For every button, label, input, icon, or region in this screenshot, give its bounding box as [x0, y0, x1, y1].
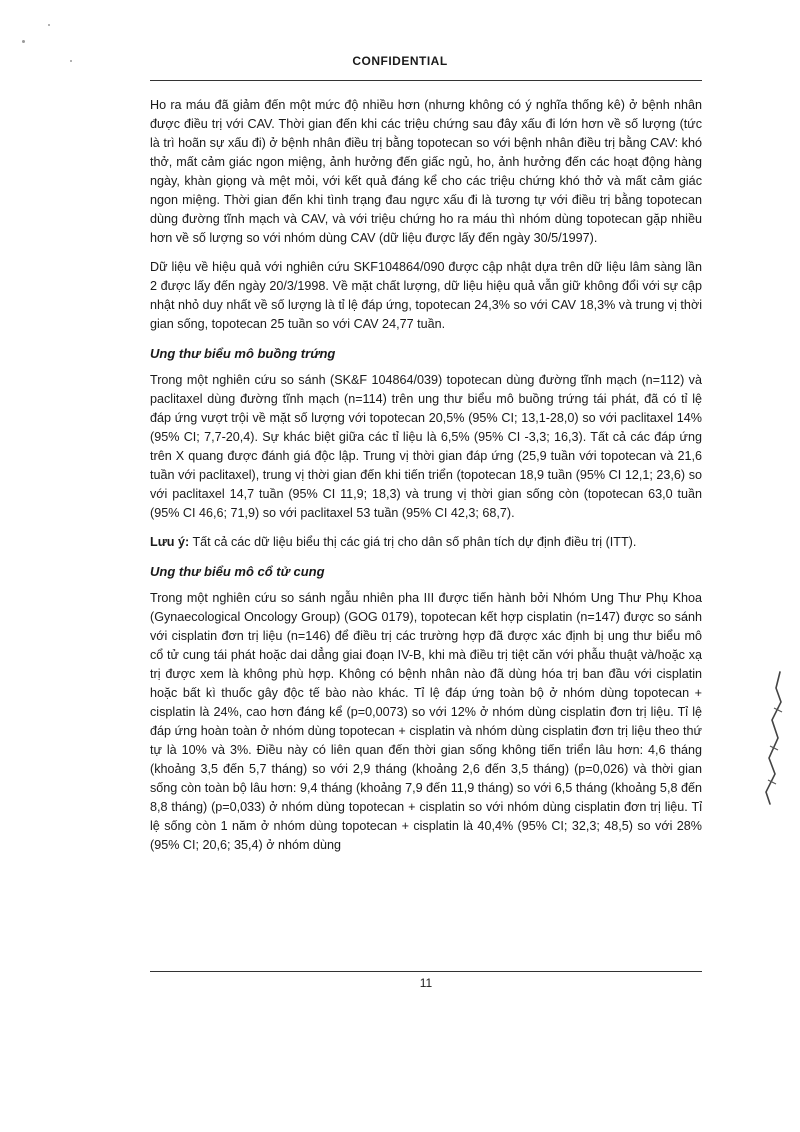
confidential-header: CONFIDENTIAL	[352, 54, 448, 68]
paragraph-efficacy-update: Dữ liệu về hiệu quả với nghiên cứu SKF104864/090 được cập nhật dựa trên dữ liệu lâm sàng lần 2 được lấy đến ngày 20/3/1998. Về mặt chất lượng, dữ liệu hiệu quả vẫn giữ không đổi với sự cập nhật nhỏ duy nhất về số lượng là tỉ lệ đáp ứng, topotecan 24,3% so với CAV 18,3% và trung vị thời gian sống, topotecan 25 tuần so với CAV 24,77 tuần.	[150, 260, 702, 331]
note	[150, 533, 702, 552]
body-text	[150, 96, 702, 865]
paragraph-ovarian-study: Trong một nghiên cứu so sánh (SK&F 104864/039) topotecan dùng đường tĩnh mạch (n=112) và paclitaxel dùng đường tĩnh mạch (n=114) trên ung thư biểu mô buồng trứng tái phát, đã có tỉ lệ đáp ứng vượt trội về mặt số lượng với topotecan 20,5% (95% CI; 13,1-28,0) so với paclitaxel 14% (95% CI; 7,7-20,4). Sự khác biệt giữa các tỉ liệu là 6,5% (95% CI -3,3; 16,3). Tất cả các đáp ứng trên X quang được đánh giá độc lập. Trung vị thời gian đáp ứng (25,9 tuần với topotecan và 21,6 tuần với paclitaxel), trung vị thời gian đến khi tiến triển (topotecan 18,9 tuần (95% CI 12,1; 23,6) so với paclitaxel 14,7 tuần (95% CI 11,9; 18,3) và trung vị thời gian sống còn (topotecan 63,0 tuần (95% CI 46,6; 71,9) so với paclitaxel 53 tuần (95% CI 42,3; 68,7).	[150, 373, 702, 520]
footer-rule	[150, 971, 702, 972]
page-number: 11	[419, 976, 433, 990]
note-label: Lưu ý:	[150, 535, 190, 549]
heading-cervical-cancer: Ung thư biểu mô cổ tử cung	[150, 564, 325, 579]
header-rule	[150, 80, 702, 81]
handwritten-margin-mark	[758, 668, 788, 808]
paragraph-cervical-study: Trong một nghiên cứu so sánh ngẫu nhiên pha III được tiến hành bởi Nhóm Ung Thư Phụ Khoa (Gynaecological Oncology Group) (GOG 0179), topotecan kết hợp cisplatin (n=147) được so sánh với cisplatin đơn trị liệu (n=146) để điều trị các trường hợp đã được xác định bị ung thư biểu mô cổ tử cung tái phát hoặc dai dẳng giai đoạn IV-B, khi mà điều trị tiệt căn với phẫu thuật và/hoặc xạ trị được xem là không phù hợp. Không có bệnh nhân nào đã dùng hóa trị ban đầu với cisplatin hoặc bất kì thuốc gây độc tế bào nào khác. Tỉ lệ đáp ứng toàn bộ ở nhóm dùng topotecan + cisplatin là 24%, cao hơn đáng kể (p=0,0073) so với 12% ở nhóm dùng cisplatin đơn trị liệu. Tỉ lệ đáp ứng hoàn toàn ở nhóm dùng topotecan + cisplatin và nhóm dùng cisplatin đơn trị liệu theo thứ tự là 10% và 3%. Điều này có liên quan đến thời gian sống không tiến triển lâu hơn: 4,6 tháng (khoảng 3,5 đến 5,7 tháng) so với 2,9 tháng (khoảng 2,6 đến 3,5 tháng) (p=0,026) và thời gian sống còn toàn bộ lâu hơn: 9,4 tháng (khoảng 7,9 đến 11,9 tháng) so với 6,5 tháng (khoảng 5,8 đến 8,8 tháng) (p=0,033) ở nhóm dùng topotecan + cisplatin so với nhóm dùng cisplatin đơn trị liệu. Tỉ lệ sống còn 1 năm ở nhóm dùng topotecan + cisplatin là 40,4% (95% CI; 32,3; 48,5) so với 28% (95% CI; 20,6; 35,4) ở nhóm dùng	[150, 591, 702, 852]
scan-speck	[70, 60, 72, 62]
scan-speck	[48, 24, 50, 26]
paragraph-hemoptysis: Ho ra máu đã giảm đến một mức độ nhiều hơn (nhưng không có ý nghĩa thống kê) ở bệnh nhân được điều trị với CAV. Thời gian đến khi các triệu chứng sau đây xấu đi lớn hơn về số lượng (tức là trì hoãn sự xấu đi) ở bệnh nhân điều trị bằng topotecan so với bệnh nhân điều trị bằng CAV: khó thở, mất cảm giác ngon miệng, ảnh hưởng đến giấc ngủ, ho, ảnh hưởng đến các hoạt động hàng ngày, khàn giọng và mệt mỏi, với kết quả đáng kể cho các triệu chứng khó thở và mất cảm giác ngon miệng. Thời gian đến khi tình trạng đau ngực xấu đi là tương tự với điều trị bằng topotecan dùng đường tĩnh mạch và CAV, và với triệu chứng ho ra máu thì nhóm dùng topotecan gặp nhiều hơn về số lượng so với nhóm dùng CAV (dữ liệu được lấy đến ngày 30/5/1997).	[150, 98, 702, 245]
note-text: Tất cả các dữ liệu biểu thị các giá trị cho dân số phân tích dự định điều trị (ITT).	[189, 535, 637, 549]
scan-speck	[22, 40, 25, 43]
heading-ovarian-cancer: Ung thư biểu mô buồng trứng	[150, 346, 336, 361]
